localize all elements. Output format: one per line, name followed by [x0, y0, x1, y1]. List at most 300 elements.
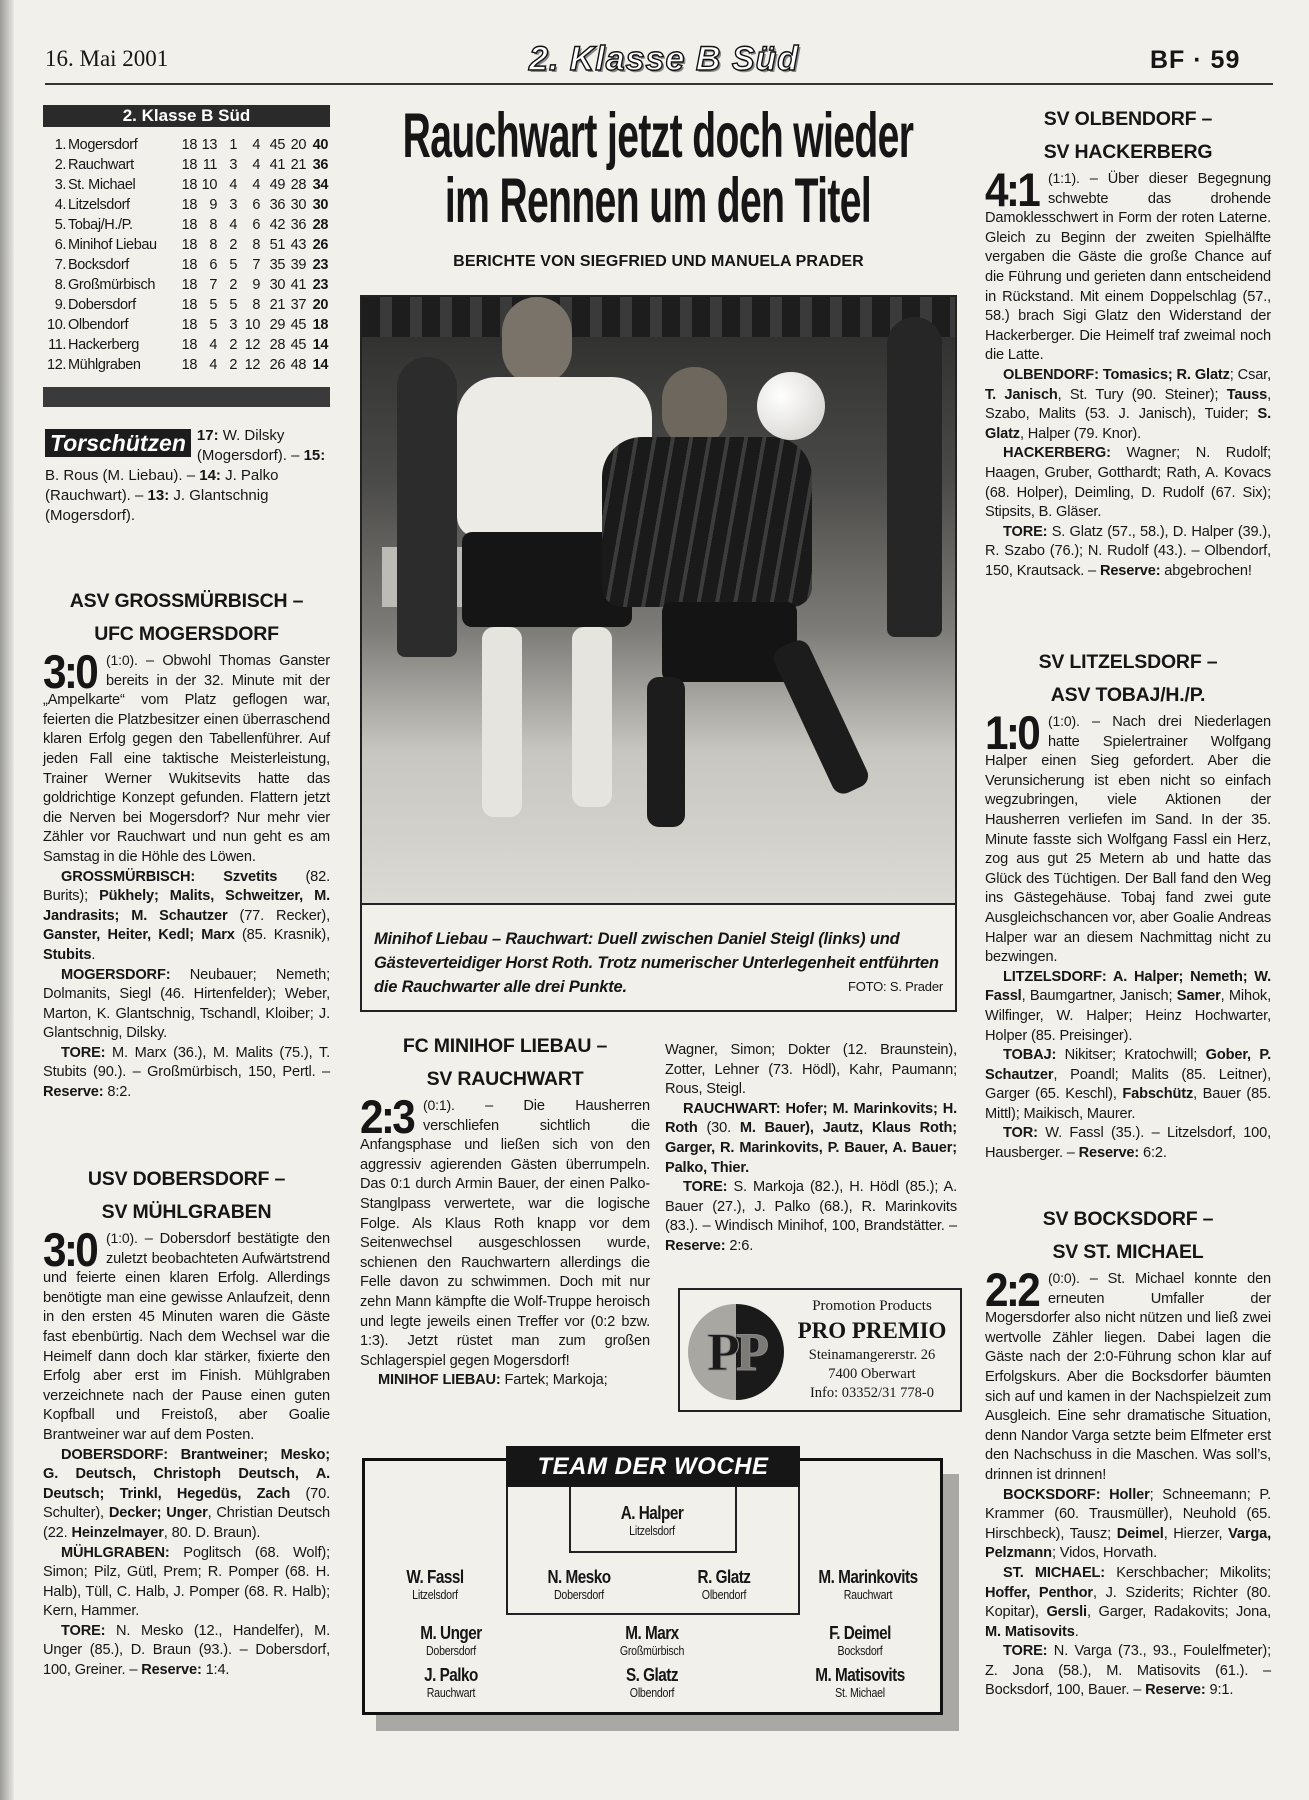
- points: 30: [312, 197, 328, 213]
- text-segment: .: [91, 946, 96, 963]
- lineup-paragraph: [985, 1642, 1271, 1701]
- text-segment: (85. Krasnik),: [234, 927, 330, 944]
- losses: 6: [252, 217, 260, 233]
- games: 18: [181, 137, 197, 153]
- goals-for: 35: [269, 257, 285, 273]
- text-segment: , Halper (79. Knor).: [1019, 425, 1142, 442]
- bold-segment: Reserve:: [1078, 1145, 1140, 1162]
- bold-segment: TORE:: [1003, 523, 1048, 540]
- byline: BERICHTE VON SIEGFRIED UND MANUELA PRADER: [453, 253, 864, 270]
- text-segment: Neubauer; Nemeth; Dolmanits, Siegl (46. Hirtenfelder); Weber, Marton, K. Glantschnig, Tschandl, Kloiber; J. Glantschnig, Dilsky.: [43, 966, 330, 1042]
- games: 18: [181, 277, 197, 293]
- lineup-paragraph: [985, 968, 1271, 1046]
- article-body: – Die Hausherren verschliefen sichtlich die Anfangsphase und ließen sich von den aggressiv agierenden Gästen überrumpeln. Das 0:1 durch Armin Bauer, der einen Palko-Stanglpass verwertete, war die logische Folge. Als Klaus Roth knapp vor dem Seitenwechsel ausgeschlossen wurde, schienen den Rauchwartern allerdings die Felle davon zu schwimmen. Doch mit nur zehn Mann kämpfte die Wolf-Truppe heroisch und legte jeweils einen Treffer vor (0:2 bzw. 1:3). Jetzt rüstet man zum großen Schlagerspiel gegen Mogersdorf!: [360, 1098, 650, 1369]
- ball: [757, 372, 825, 440]
- heading-line: SV HACKERBERG: [1043, 141, 1213, 163]
- bold-segment: RAUCHWART: Hofer; M. Marinkovits; H. Roth: [665, 1100, 957, 1137]
- wins: 5: [209, 297, 217, 313]
- bold-segment: OLBENDORF:: [1003, 366, 1099, 383]
- text-segment: B. Rous (M. Liebau). –: [45, 467, 200, 484]
- text-segment: W. Fassl (35.). – Litzelsdorf, 100, Hausberger. –: [985, 1125, 1271, 1162]
- player-name: M. Marinkovits: [818, 1567, 918, 1587]
- points: 20: [312, 297, 328, 313]
- draws: 2: [229, 357, 237, 373]
- bold-segment: Reserve:: [141, 1662, 202, 1679]
- player-name: M. Unger: [420, 1623, 482, 1643]
- text-segment: Wagner; N. Rudolf; Haagen, Gruber, Gotthardt; Rath, A. Kovacs (68. Holper), Deimling, D. Rudolf (67. Six); Stipsits, B. Gläser.: [985, 445, 1271, 521]
- wins: 8: [209, 237, 217, 253]
- bold-segment: Tauss: [1226, 386, 1268, 403]
- points: 18: [312, 317, 328, 333]
- lineup-paragraph: [43, 966, 330, 1044]
- player-left-leg: [482, 627, 522, 817]
- lineup-paragraph: [985, 1124, 1271, 1163]
- text-segment: (82. Burits);: [43, 868, 330, 905]
- text-segment: 6:2.: [1139, 1145, 1167, 1162]
- article-lead: [360, 1090, 650, 1371]
- team-player: [783, 1567, 953, 1604]
- article-heading: [43, 585, 330, 651]
- goals-for: 26: [269, 357, 285, 373]
- bold-segment: Reserve:: [1099, 562, 1161, 579]
- losses: 12: [244, 337, 260, 353]
- player-club: Olbendorf: [629, 1686, 675, 1700]
- section-title: 2. Klasse B Süd: [528, 40, 800, 78]
- team-name: Rauchwart: [68, 157, 134, 173]
- bold-segment: MINIHOF LIEBAU:: [378, 1372, 501, 1389]
- article-body: – Obwohl Thomas Ganster bereits in der 32. Minute mit der „Ampelkarte“ vom Platz geflogen war, feierten die Platzbesitzer einen überraschend klaren Erfolg gegen den Tabellenführer. Auf jeden Fall eine taktische Meisterleistung, Trainer Werner Wukitsevits hatte das goldrichtige Konzept gefunden. Flattern jetzt die Nerven bei Mogersdorf? Nur mehr vier Zähler vor Rauchwart und nun geht es am Samstag in die Höhle des Löwen.: [43, 653, 330, 865]
- text-segment: 1:4.: [201, 1662, 230, 1679]
- bold-segment: T. Janisch: [985, 386, 1058, 403]
- article-heading: [985, 1203, 1271, 1269]
- bold-segment: Gober, P. Schautzer: [985, 1047, 1271, 1083]
- final-score: 1:0: [985, 706, 1039, 759]
- final-score: 2:3: [360, 1090, 414, 1143]
- page-binding-edge: [0, 0, 14, 1800]
- games: 18: [181, 157, 197, 173]
- text-segment: 8:2.: [103, 1084, 132, 1101]
- table-row: [43, 215, 330, 235]
- article-grossmuerbisch-mogersdorf: [43, 585, 330, 1103]
- lineup-paragraph: [985, 366, 1271, 444]
- article-lead: [43, 1223, 330, 1446]
- background-player-left: [397, 357, 457, 657]
- halftime-score: (1:0).: [105, 652, 138, 668]
- rank: 1.: [54, 137, 66, 153]
- text-segment: W. Dilsky (Mogersdorf). –: [196, 427, 304, 464]
- bold-segment: HACKERBERG:: [1003, 445, 1111, 462]
- heading-line: SV BOCKSDORF –: [1042, 1208, 1214, 1230]
- wins: 4: [209, 357, 217, 373]
- background-player-right: [887, 317, 942, 637]
- player-club: Bocksdorf: [837, 1644, 883, 1658]
- text-segment: (70. Schulter),: [43, 1485, 330, 1522]
- standings-rows: [43, 127, 330, 375]
- rank: 4.: [54, 197, 66, 213]
- table-row: [43, 195, 330, 215]
- goals-against: 45: [290, 337, 306, 353]
- points: 14: [312, 357, 328, 373]
- bold-segment: Fabschütz: [1122, 1086, 1194, 1103]
- match-photo: [360, 295, 957, 905]
- goals-against: 36: [290, 217, 306, 233]
- text-segment: ; Vidos, Horvath.: [1051, 1545, 1158, 1562]
- text-segment: , St. Tury (90. Steiner);: [1057, 386, 1227, 403]
- lineup-paragraph: [360, 1371, 650, 1391]
- bold-segment: 13:: [147, 487, 170, 504]
- bold-segment: M. Bauer), Jautz, Klaus Roth; Garger, R. Marinkovits, P. Bauer, A. Bauer; Palko, Thier.: [665, 1120, 957, 1176]
- rank: 5.: [54, 217, 66, 233]
- team-player: [775, 1665, 945, 1702]
- wins: 7: [209, 277, 217, 293]
- table-row: [43, 155, 330, 175]
- table-row: [43, 255, 330, 275]
- article-heading: [43, 1163, 330, 1229]
- text-segment: 9:1.: [1205, 1682, 1234, 1699]
- goals-for: 42: [269, 217, 285, 233]
- bold-segment: Reserve:: [665, 1237, 726, 1254]
- losses: 4: [252, 177, 260, 193]
- rank: 12.: [47, 357, 66, 373]
- goals-for: 36: [269, 197, 285, 213]
- wins: 10: [201, 177, 217, 193]
- top-scorers-label: Torschützen: [45, 429, 191, 457]
- goals-against: 45: [290, 317, 306, 333]
- player-club: Olbendorf: [701, 1588, 747, 1602]
- bold-segment: Varga, Pelzmann: [985, 1525, 1271, 1562]
- bold-segment: TORE:: [1003, 1643, 1048, 1660]
- headline-line-2: im Rennen um den Titel: [444, 166, 872, 236]
- team-player: [366, 1665, 536, 1702]
- final-score: 3:0: [43, 1223, 97, 1276]
- rank: 2.: [54, 157, 66, 173]
- games: 18: [181, 297, 197, 313]
- lineup-paragraph: [43, 1044, 330, 1103]
- team-player: [567, 1665, 737, 1702]
- team-name: Großmürbisch: [68, 277, 156, 293]
- games: 18: [181, 177, 197, 193]
- lineup-paragraph: [43, 1544, 330, 1622]
- goals-for: 21: [269, 297, 285, 313]
- bold-segment: GROSSMÜRBISCH: Szvetits: [61, 868, 278, 885]
- bold-segment: MÜHLGRABEN:: [61, 1544, 170, 1561]
- text-segment: , J. Sziderits; Richter (80. Kopitar),: [985, 1584, 1272, 1621]
- article-minihof-rauchwart: [360, 1030, 650, 1391]
- player-club: Dobersdorf: [553, 1588, 605, 1602]
- goals-against: 48: [290, 357, 306, 373]
- player-club: Litzelsdorf: [629, 1524, 675, 1538]
- draws: 4: [229, 177, 237, 193]
- draws: 5: [229, 257, 237, 273]
- rank: 8.: [54, 277, 66, 293]
- bold-segment: MOGERSDORF:: [61, 966, 171, 983]
- team-player: [567, 1503, 737, 1540]
- bold-segment: Decker; Unger: [108, 1505, 208, 1522]
- player-name: N. Mesko: [547, 1567, 611, 1587]
- team-of-the-week-title: TEAM DER WOCHE: [506, 1446, 800, 1487]
- table-row: [43, 315, 330, 335]
- player-club: St. Michael: [835, 1686, 885, 1700]
- goals-for: 45: [269, 137, 285, 153]
- article-litzelsdorf-tobaj: [985, 646, 1271, 1164]
- team-name: Mogersdorf: [68, 137, 138, 153]
- pro-premio-logo: [688, 1304, 784, 1400]
- player-club: Dobersdorf: [425, 1644, 477, 1658]
- text-segment: , Szabo, Malits (53. J. Janisch), Tuider;: [985, 386, 1271, 423]
- points: 23: [312, 277, 328, 293]
- draws: 2: [229, 337, 237, 353]
- points: 40: [312, 137, 328, 153]
- bold-segment: 17:: [196, 427, 219, 444]
- rank: 6.: [54, 237, 66, 253]
- text-segment: , Christian Deutsch (22.: [43, 1505, 331, 1541]
- article-heading: [360, 1030, 650, 1096]
- halftime-score: (1:1).: [1047, 170, 1080, 186]
- wins: 9: [209, 197, 217, 213]
- logo-letter: P: [707, 1322, 736, 1382]
- team-player: [567, 1623, 737, 1660]
- player-club: Rauchwart: [843, 1588, 893, 1602]
- bold-segment: BOCKSDORF: Holler: [1003, 1486, 1150, 1503]
- wins: 5: [209, 317, 217, 333]
- text-segment: J. Glantschnig (Mogersdorf).: [45, 487, 269, 524]
- bold-segment: 15:: [303, 447, 326, 464]
- standings-table: [43, 105, 330, 407]
- draws: 2: [229, 277, 237, 293]
- lineup-paragraph: [43, 1446, 330, 1544]
- games: 18: [181, 337, 197, 353]
- player-right-shirt: [602, 437, 812, 607]
- bold-segment: Samer: [1176, 988, 1221, 1005]
- player-name: S. Glatz: [625, 1665, 679, 1685]
- photo-credit: FOTO: S. Prader: [847, 979, 943, 994]
- points: 34: [312, 177, 328, 193]
- lineup-paragraph: [985, 1564, 1271, 1642]
- wins: 11: [202, 157, 217, 173]
- player-name: J. Palko: [424, 1665, 478, 1685]
- text-segment: N. Mesko (12., Handelfer), M. Unger (85.), D. Braun (93.). – Dobersdorf, 100, Greiner. –: [43, 1622, 330, 1679]
- lineup-paragraph: [665, 1178, 957, 1256]
- rank: 7.: [54, 257, 66, 273]
- team-name: Tobaj/H./P.: [68, 217, 133, 233]
- bold-segment: Reserve:: [1145, 1682, 1206, 1699]
- heading-line: UFC MOGERSDORF: [94, 623, 279, 645]
- text-segment: ; Csar,: [1229, 366, 1271, 383]
- heading-line: SV ST. MICHAEL: [1052, 1241, 1204, 1263]
- article-lead: [985, 1263, 1271, 1486]
- player-right-head: [662, 367, 727, 447]
- bold-segment: Tomasics; R. Glatz: [1102, 366, 1230, 383]
- article-heading: [985, 646, 1271, 712]
- player-right-leg-2: [770, 636, 872, 797]
- bold-segment: DOBERSDORF: Brantweiner; Mesko; G. Deutsch, Christoph Deutsch, A. Deutsch; Trinkl, Hegedüs, Zach: [43, 1446, 330, 1502]
- bold-segment: Reserve:: [43, 1084, 104, 1101]
- team-name: Olbendorf: [68, 317, 129, 333]
- text-segment: N. Varga (73., 93., Foulelfmeter); Z. Jona (58.), M. Matisovits (61.). – Bocksdorf, 100, Bauer. –: [985, 1643, 1271, 1699]
- text-segment: Nikitser; Kratochwill;: [1056, 1047, 1206, 1064]
- losses: 4: [252, 137, 260, 153]
- text-segment: S. Markoja (82.), H. Hödl (85.); A. Bauer (27.), J. Palko (68.), R. Marinkovits (83.). – Windisch Minihof, 100, Brandstätter. –: [665, 1179, 957, 1235]
- losses: 6: [252, 197, 260, 213]
- article-lead: [43, 645, 330, 868]
- logo-letter: P: [736, 1322, 765, 1382]
- article-minihof-rauchwart-continued: [665, 1041, 957, 1257]
- advertisement-pro-premio: [678, 1288, 962, 1412]
- ad-city: 7400 Oberwart: [828, 1366, 916, 1382]
- player-right-shorts: [662, 602, 797, 682]
- text-segment: Wagner, Simon; Dokter (12. Braunstein), Zotter, Lehner (73. Hödl), Kahr, Paumann; Rous, Steigl.: [665, 1042, 957, 1098]
- heading-line: ASV TOBAJ/H./P.: [1050, 684, 1206, 706]
- lineup-paragraph: [985, 1486, 1271, 1564]
- top-scorers: [45, 426, 330, 526]
- ad-phone: Info: 03352/31 778-0: [809, 1385, 935, 1401]
- losses: 12: [244, 357, 260, 373]
- wins: 6: [209, 257, 217, 273]
- lineup-paragraph: [985, 523, 1271, 582]
- losses: 8: [252, 297, 260, 313]
- team-name: Dobersdorf: [68, 297, 136, 313]
- text-segment: (30.: [697, 1120, 740, 1137]
- text-segment: , Mihok, Wilfinger, W. Halper; Heinz Hochwarter, Holper (85. Preisinger).: [985, 988, 1271, 1044]
- bold-segment: TOBAJ:: [1003, 1047, 1057, 1064]
- losses: 9: [252, 277, 260, 293]
- draws: 2: [229, 237, 237, 253]
- article-body: – Nach drei Niederlagen hatte Spielertrainer Wolfgang Halper einen Sieg gefordert. Aber die Verunsicherung ist eben nicht so einfach wegzubringen, viele Aktionen der Hausherren verliefen im Sand. In der 35. Minute fasste sich Wolfgang Fassl ein Herz, zog aus gut 25 Metern ab und hatte das Glück des Tüchtigen. Der Ball fand den Weg ins Gästegehäuse. Tobaj fand zwei gute Ausgleichschancen vor, aber Goalie Andreas Halper war an diesem Nachmittag nicht zu bezwingen.: [985, 714, 1271, 966]
- games: 18: [181, 357, 197, 373]
- article-dobersdorf-muehlgraben: [43, 1163, 330, 1681]
- heading-line: SV MÜHLGRABEN: [101, 1201, 272, 1223]
- caption-text: Minihof Liebau – Rauchwart: Duell zwischen Daniel Steigl (links) und Gästeverteidiger Horst Roth. Trotz numerischer Unterlegenheit entführten die Rauchwarter alle drei Punkte.: [374, 930, 939, 996]
- player-name: R. Glatz: [697, 1567, 751, 1587]
- final-score: 2:2: [985, 1263, 1039, 1316]
- player-name: M. Matisovits: [815, 1665, 905, 1685]
- team-name: Litzelsdorf: [68, 197, 130, 213]
- rank: 3.: [54, 177, 66, 193]
- goals-against: 37: [290, 297, 306, 313]
- lineup-paragraph: [985, 444, 1271, 522]
- article-lead: [985, 163, 1271, 366]
- article-lead: [985, 706, 1271, 968]
- stadium-background: [362, 297, 957, 337]
- text-segment: Kerschbacher; Mikolits;: [1105, 1564, 1271, 1581]
- article-olbendorf-hackerberg: [985, 103, 1271, 581]
- draws: 3: [229, 157, 237, 173]
- draws: 3: [229, 197, 237, 213]
- bold-segment: Hoffer, Penthor: [985, 1584, 1093, 1601]
- games: 18: [181, 197, 197, 213]
- header-rule: [45, 83, 1273, 85]
- goals-for: 30: [269, 277, 285, 293]
- final-score: 4:1: [985, 163, 1039, 216]
- text-segment: J. Palko (Rauchwart). –: [45, 467, 279, 504]
- heading-line: FC MINIHOF LIEBAU –: [402, 1035, 608, 1057]
- table-row: [43, 335, 330, 355]
- table-row: [43, 175, 330, 195]
- lineup-paragraph: [43, 868, 330, 966]
- table-row: [43, 135, 330, 155]
- points: 14: [312, 337, 328, 353]
- player-club: Litzelsdorf: [412, 1588, 458, 1602]
- heading-line: SV LITZELSDORF –: [1038, 651, 1218, 673]
- player-club: Rauchwart: [426, 1686, 476, 1700]
- headline-line-1: Rauchwart jetzt doch wieder: [402, 101, 914, 171]
- goals-for: 49: [269, 177, 285, 193]
- rank: 11.: [48, 337, 66, 353]
- text-segment: , Garger, Radakovits; Jona,: [1086, 1604, 1271, 1621]
- photo-caption: [360, 905, 957, 1012]
- halftime-score: (1:0).: [105, 1230, 138, 1246]
- bold-segment: Gersli: [1046, 1604, 1087, 1621]
- bold-segment: Stubits: [43, 946, 92, 963]
- standings-title: 2. Klasse B Süd: [43, 105, 330, 127]
- heading-line: ASV GROSSMÜRBISCH –: [69, 590, 304, 612]
- text-segment: 2:6.: [725, 1237, 754, 1254]
- goals-against: 43: [290, 237, 306, 253]
- text-segment: , 80. D. Braun).: [163, 1524, 261, 1541]
- draws: 5: [229, 297, 237, 313]
- wins: 8: [209, 217, 217, 233]
- player-name: F. Deimel: [829, 1623, 891, 1643]
- text-segment: (77. Recker),: [227, 907, 330, 924]
- player-name: W. Fassl: [406, 1567, 464, 1587]
- bold-segment: Pükhely; Malits, Schweitzer, M. Jandrasits; M. Schautzer: [43, 888, 330, 924]
- text-segment: S. Glatz (57., 58.), D. Halper (39.), R. Szabo (76.); N. Rudolf (43.). – Olbendorf, 150, Krautsack. –: [985, 523, 1271, 579]
- rank: 10.: [47, 317, 66, 333]
- games: 18: [181, 217, 197, 233]
- wins: 13: [201, 137, 217, 153]
- points: 23: [312, 257, 328, 273]
- bold-segment: TORE:: [61, 1044, 106, 1061]
- bold-segment: TOR:: [1003, 1125, 1038, 1142]
- issue-date: 16. Mai 2001: [45, 46, 169, 71]
- text-segment: ; Schneemann; P. Krammer (60. Trausmüller), Neuhold (65. Hirschbeck), Tausz;: [985, 1486, 1271, 1542]
- table-row: [43, 235, 330, 255]
- lineup-paragraph: [43, 1622, 330, 1681]
- player-name: A. Halper: [620, 1503, 684, 1523]
- losses: 4: [252, 157, 260, 173]
- goals-for: 28: [269, 337, 285, 353]
- bold-segment: Ganster, Heiter, Kedl; Marx: [43, 927, 235, 944]
- draws: 1: [229, 137, 237, 153]
- halftime-score: (1:0).: [1047, 713, 1080, 729]
- table-row: [43, 275, 330, 295]
- draws: 3: [229, 317, 237, 333]
- heading-line: SV RAUCHWART: [426, 1068, 584, 1090]
- halftime-score: (0:1).: [422, 1097, 455, 1113]
- article-bocksdorf-st-michael: [985, 1203, 1271, 1701]
- ad-company-name: PRO PREMIO: [797, 1318, 947, 1343]
- text-segment: M. Marx (36.), M. Malits (75.), T. Stubits (90.). – Großmürbisch, 150, Pertl. –: [43, 1044, 330, 1081]
- goals-for: 51: [269, 237, 285, 253]
- team-player: [366, 1623, 536, 1660]
- bold-segment: TORE:: [61, 1622, 106, 1639]
- rank: 9.: [54, 297, 66, 313]
- wins: 4: [209, 337, 217, 353]
- player-left-leg-2: [572, 627, 612, 807]
- article-body: – Dobersdorf bestätigte den zuletzt beobachteten Aufwärtstrend und feierte einen klaren Erfolg. Allerdings benötigte man eine gewisse Anlaufzeit, denn in den ersten 45 Minuten waren die Gäste fast ebenbürtig. Nach dem Wechsel war die Heimelf dann doch klar stärker, fixierte den Erfolg aber erst im Finish. Mühlgraben verzeichnete nach der Pause einen guten Kopfball und Freistoß, aber Goalie Brantweiner war auf dem Posten.: [43, 1231, 330, 1443]
- bold-segment: ST. MICHAEL:: [1003, 1564, 1106, 1581]
- goals-against: 41: [290, 277, 306, 293]
- goals-against: 28: [290, 177, 306, 193]
- goals-for: 29: [269, 317, 285, 333]
- team-name: Mühlgraben: [68, 357, 141, 373]
- text-segment: abgebrochen!: [1160, 562, 1252, 579]
- team-name: Bocksdorf: [68, 257, 129, 273]
- final-score: 3:0: [43, 645, 97, 698]
- page-number: BF · 59: [1150, 46, 1241, 74]
- bold-segment: LITZELSDORF: A. Halper; Nemeth; W. Fassl: [985, 968, 1271, 1005]
- points: 26: [312, 237, 328, 253]
